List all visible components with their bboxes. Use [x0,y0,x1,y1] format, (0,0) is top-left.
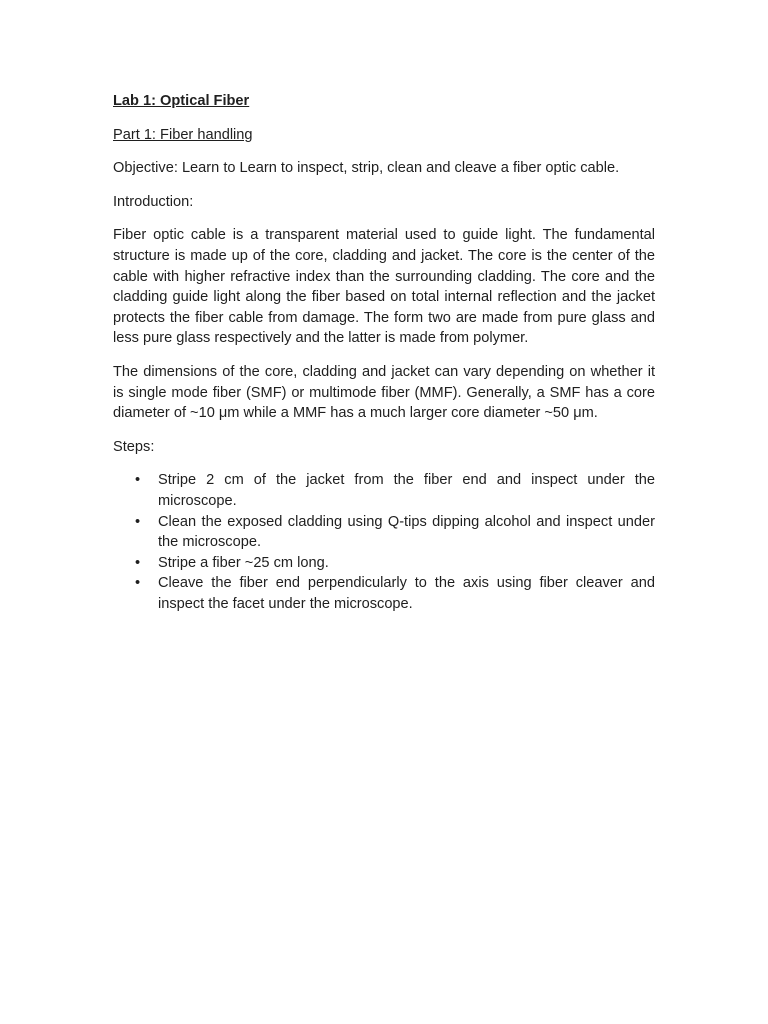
bullet-icon: • [135,575,141,592]
part-heading: Part 1: Fiber handling [113,126,253,143]
document-body [113,91,655,614]
step-text: Stripe 2 cm of the jacket from the fiber end and inspect under the microscope. [158,472,655,509]
steps-heading: Steps: [113,438,155,455]
introduction-paragraph-2: The dimensions of the core, cladding and jacket can vary depending on whether it is single mode fiber (SMF) or multimode fiber (MMF). Generally, a SMF has a core diameter of ~10 μm while a MMF has a much larger core diameter ~50 μm. [113,363,655,422]
introduction-paragraph-1: Fiber optic cable is a transparent material used to guide light. The fundamental structure is made up of the core, cladding and jacket. The core is the center of the cable with higher refractive index than the surrounding cladding. The core and the cladding guide light along the fiber based on total internal reflection and the jacket protects the fiber cable from damage. The form two are made from pure glass and less pure glass respectively and the latter is made from polymer. [113,227,655,347]
objective-text: Objective: Learn to Learn to inspect, strip, clean and cleave a fiber optic cable. [113,160,620,177]
introduction-heading: Introduction: [113,193,194,210]
list-item [113,573,655,614]
step-text: Stripe a fiber ~25 cm long. [158,554,329,571]
list-item [113,553,655,574]
step-text: Clean the exposed cladding using Q-tips dipping alcohol and inspect under the microscope. [158,513,655,551]
list-item [113,512,655,553]
steps-list [113,470,655,614]
step-text: Cleave the fiber end perpendicularly to the axis using fiber cleaver and inspect the facet under the microscope. [158,575,655,612]
document-title: Lab 1: Optical Fiber [113,93,250,109]
bullet-icon: • [135,513,141,530]
list-item [113,470,655,511]
bullet-icon: • [135,554,141,571]
bullet-icon: • [135,472,141,489]
